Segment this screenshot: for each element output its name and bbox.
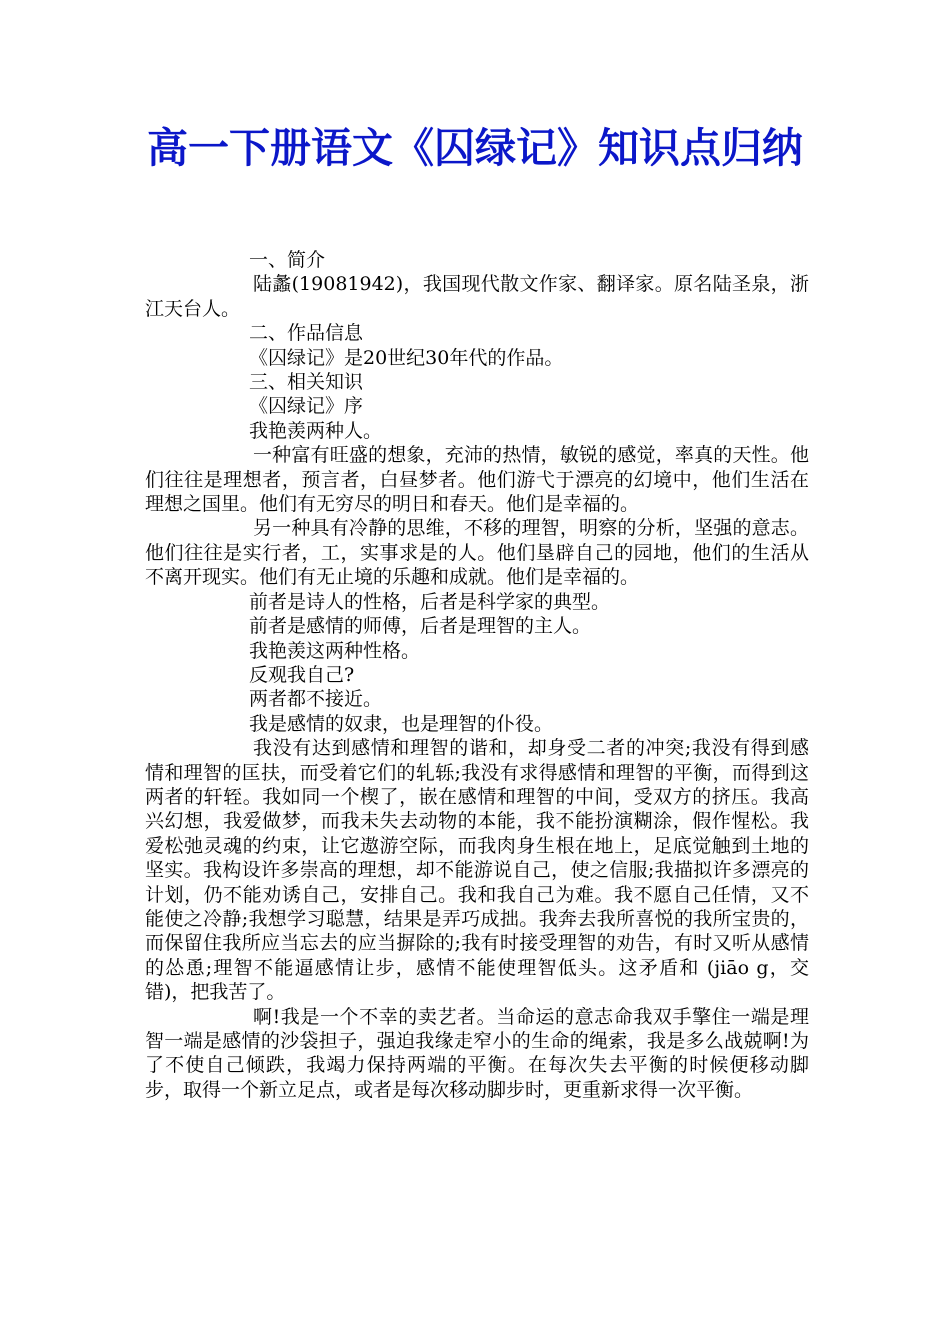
work-info-line: 《囚绿记》是20世纪30年代的作品。: [249, 346, 564, 369]
author-paragraph: 陆蠡(19081942)，我国现代散文作家、翻译家。原名陆圣泉，浙江天台人。: [145, 273, 809, 320]
section-heading-work-info: 二、作品信息: [249, 322, 364, 345]
paragraph-type-one: 一种富有旺盛的想象，充沛的热情，敏锐的感觉，率真的天性。他们往往是理想者，预言者，白昼梦者。他们游弋于漂亮的幻境中，他们生活在理想之国里。他们有无穷尽的明日和春天。他们是幸福的。: [145, 444, 809, 516]
document-body: [145, 248, 809, 1102]
text-line: 我是感情的奴隶，也是理智的仆役。: [249, 712, 554, 735]
text-line: 我艳羡两种人。: [249, 419, 383, 442]
document-title: 高一下册语文《囚绿记》知识点归纳: [147, 124, 803, 172]
paragraph-conflict: 我没有达到感情和理智的谐和，却身受二者的冲突;我没有得到感情和理智的匡扶，而受着它们的轧轹;我没有求得感情和理智的平衡，而得到这两者的轩轾。我如同一个楔了，嵌在感情和理智的中间，受双方的挤压。我高兴幻想，我爱做梦，而我未失去动物的本能，我不能扮演糊涂，假作惺松。我爱松弛灵魂的约束，让它遨游空际，而我肉身生根在地上，足底觉触到土地的坚实。我构设许多崇高的理想，却不能游说自己，使之信服;我描拟许多漂亮的计划，仍不能劝诱自己，安排自己。我和我自己为难。我不愿自己任情，又不能使之冷静;我想学习聪慧，结果是弄巧成拙。我奔去我所喜悦的我所宝贵的，而保留住我所应当忘去的应当摒除的;我有时接受理智的劝告，有时又听从感情的怂恿;理智不能逼感情让步，感情不能使理智低头。这矛盾和 (jiāo g，交错)，把我苦了。: [145, 737, 809, 1004]
text-line: 前者是诗人的性格，后者是科学家的典型。: [249, 590, 611, 613]
section-heading-related: 三、相关知识: [249, 371, 364, 394]
section-heading-intro: 一、简介: [249, 249, 326, 271]
text-line: 我艳羡这两种性格。: [249, 639, 421, 662]
paragraph-acrobat: 啊!我是一个不幸的卖艺者。当命运的意志命我双手擎住一端是理智一端是感情的沙袋担子，强迫我缘走窄小的生命的绳索，我是多么战兢啊!为了不使自己倾跌，我竭力保持两端的平衡。在每次失去平衡的时候便移动脚步，取得一个新立足点，或者是每次移动脚步时，更重新求得一次平衡。: [145, 1005, 809, 1101]
preface-title: 《囚绿记》序: [249, 395, 364, 418]
text-line: 两者都不接近。: [249, 688, 383, 711]
text-line: 前者是感情的师傅，后者是理智的主人。: [249, 615, 592, 638]
paragraph-type-two: 另一种具有冷静的思维，不移的理智，明察的分析，坚强的意志。他们往往是实行者，工，实事求是的人。他们垦辟自己的园地，他们的生活从不离开现实。他们有无止境的乐趣和成就。他们是幸福的。: [145, 517, 809, 589]
text-line: 反观我自己?: [249, 663, 355, 686]
